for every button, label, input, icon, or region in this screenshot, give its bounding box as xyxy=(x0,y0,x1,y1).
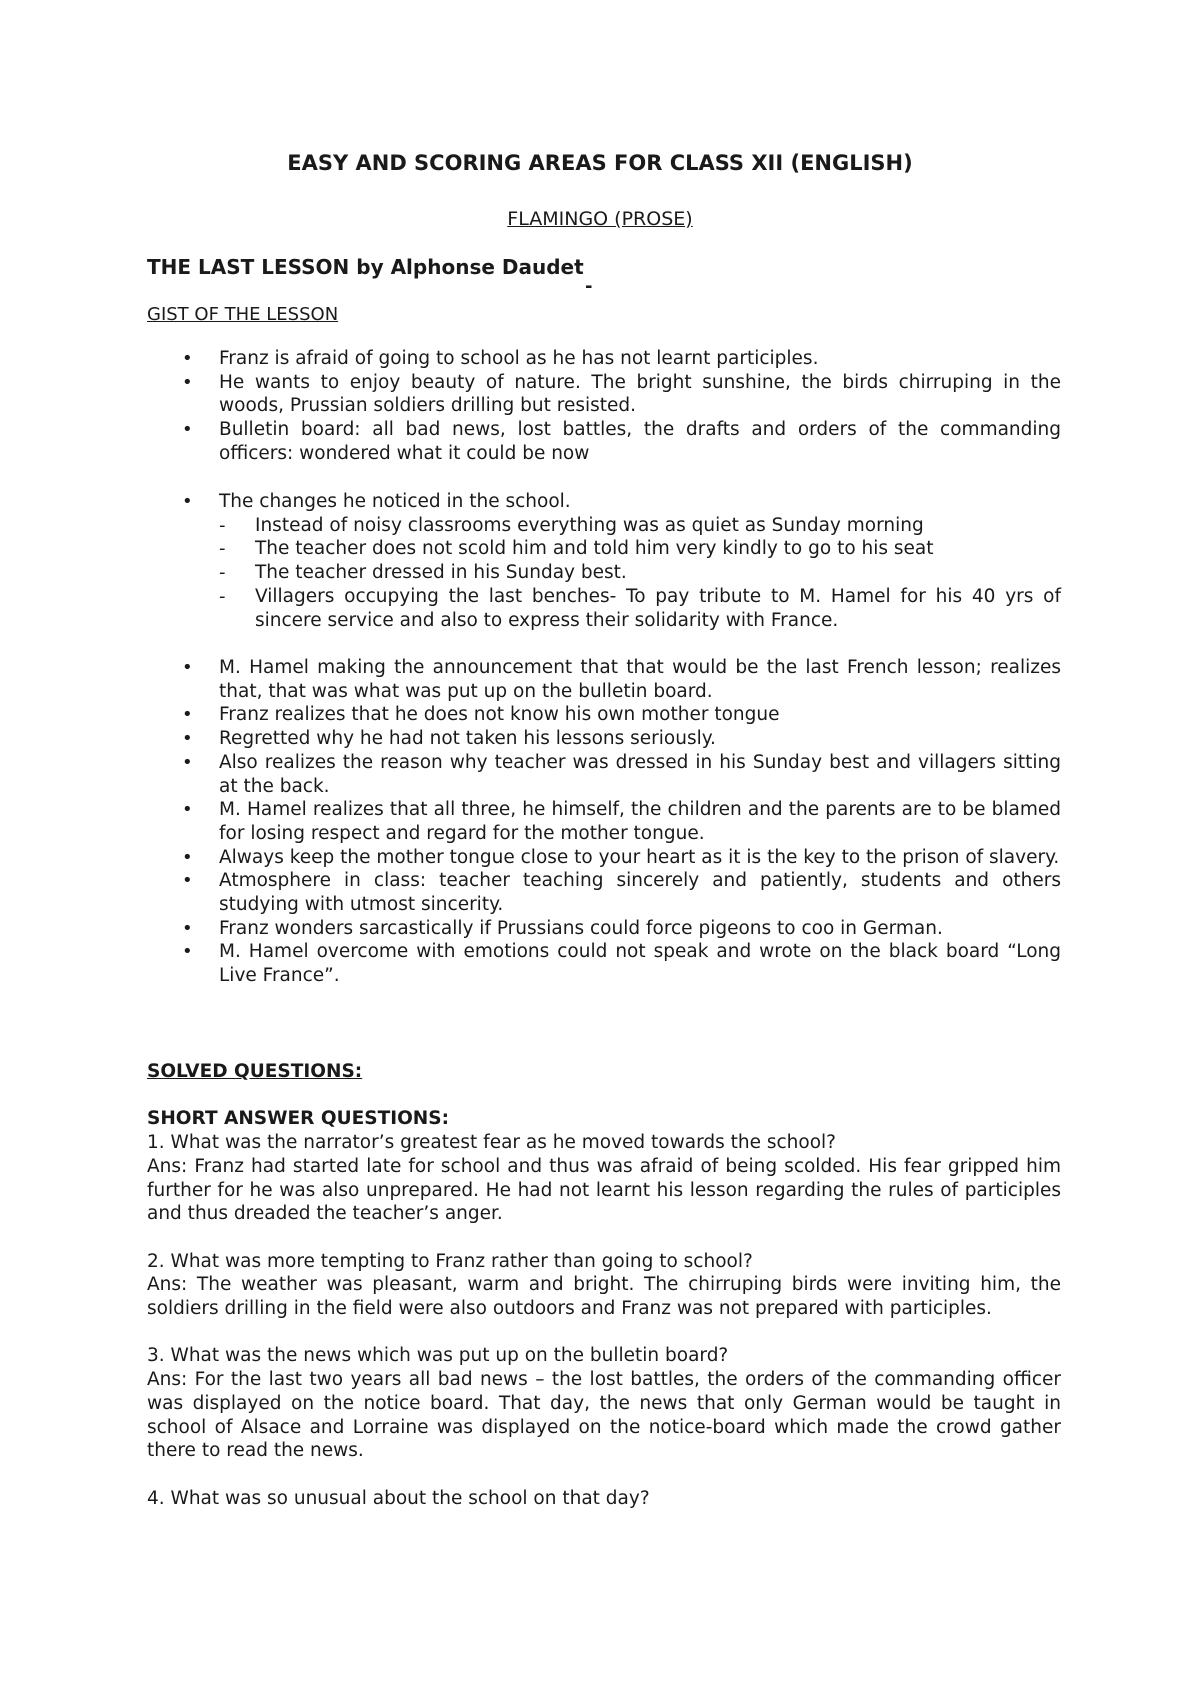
question: 1. What was the narrator’s greatest fear as he moved towards the school? xyxy=(147,1132,836,1154)
gist-group-2 xyxy=(147,656,1061,988)
changes-sublist xyxy=(219,514,1061,633)
gist-bullet: • M. Hamel making the announcement that that would be the last French lesson; realizes that, that was what was put up on the bulletin board. xyxy=(147,656,1061,703)
changes-list xyxy=(147,490,1061,632)
change-item: - Villagers occupying the last benches- To pay tribute to M. Hamel for his 40 yrs of sincere service and also to express their solidarity with France. xyxy=(219,585,1061,632)
changes-intro: The changes he noticed in the school. xyxy=(219,491,571,512)
gist-group-1 xyxy=(147,347,1061,466)
gist-bullet: • He wants to enjoy beauty of nature. The bright sunshine, the birds chirruping in the woods, Prussian soldiers drilling but resisted. xyxy=(147,371,1061,418)
answer: Ans: The weather was pleasant, warm and bright. The chirruping birds were inviting him, the soldiers drilling in the field were also outdoors and Franz was not prepared with participles. xyxy=(147,1274,1061,1319)
change-item: - Instead of noisy classrooms everything was as quiet as Sunday morning xyxy=(219,514,1061,538)
gist-bullet: • Franz realizes that he does not know his own mother tongue xyxy=(147,703,1061,727)
question: 3. What was the news which was put up on the bulletin board? xyxy=(147,1345,729,1367)
gist-list-2 xyxy=(147,656,1061,988)
gist-list-1 xyxy=(147,347,1061,466)
lesson-title: THE LAST LESSON by Alphonse Daudet xyxy=(147,255,584,279)
gist-bullet: • Also realizes the reason why teacher was dressed in his Sunday best and villagers sitting at the back. xyxy=(147,751,1061,798)
gist-bullet: • Franz wonders sarcastically if Prussians could force pigeons to coo in German. xyxy=(147,917,1061,941)
gist-bullet: • Bulletin board: all bad news, lost battles, the drafts and orders of the commanding officers: wondered what it could be now xyxy=(147,418,1061,465)
gist-bullet: • Franz is afraid of going to school as he has not learnt participles. xyxy=(147,347,1061,371)
answer: Ans: For the last two years all bad news – the lost battles, the orders of the commanding officer was displayed on the notice board. That day, the news that only German would be taught in school of Alsace and Lorraine was displayed on the notice-board which made the crowd gather there to read the news. xyxy=(147,1369,1061,1462)
gist-bullet: • Always keep the mother tongue close to your heart as it is the key to the prison of slavery. xyxy=(147,846,1061,870)
document-title: EASY AND SCORING AREAS FOR CLASS XII (ENGLISH) xyxy=(287,151,913,175)
changes-block xyxy=(147,490,1061,632)
question: 4. What was so unusual about the school on that day? xyxy=(147,1487,650,1509)
section-subtitle: FLAMINGO (PROSE) xyxy=(507,208,693,230)
gist-bullet: • M. Hamel realizes that all three, he himself, the children and the parents are to be blamed for losing respect and regard for the mother tongue. xyxy=(147,798,1061,845)
answer: Ans: Franz had started late for school and thus was afraid of being scolded. His fear gripped him further for he was also unprepared. He had not learnt his lesson regarding the rules of participles and thus dreaded the teacher’s anger. xyxy=(147,1155,1061,1225)
changes-intro-bullet xyxy=(147,490,1061,632)
question: 2. What was more tempting to Franz rather than going to school? xyxy=(147,1250,753,1272)
gist-bullet: • Regretted why he had not taken his lessons seriously. xyxy=(147,727,1061,751)
stray-dash-mark: - xyxy=(585,276,593,297)
solved-questions xyxy=(147,1060,1061,1510)
gist-heading: GIST OF THE LESSON xyxy=(147,304,339,325)
gist-bullet: • Atmosphere in class: teacher teaching sincerely and patiently, students and others studying with utmost sincerity. xyxy=(147,869,1061,916)
change-item: - The teacher dressed in his Sunday best. xyxy=(219,561,1061,585)
change-item: - The teacher does not scold him and told him very kindly to go to his seat xyxy=(219,537,1061,561)
solved-heading: SOLVED QUESTIONS: xyxy=(147,1061,363,1082)
gist-bullet: • M. Hamel overcome with emotions could not speak and wrote on the black board “Long Live France”. xyxy=(147,940,1061,987)
short-answer-heading: SHORT ANSWER QUESTIONS: xyxy=(147,1108,450,1130)
